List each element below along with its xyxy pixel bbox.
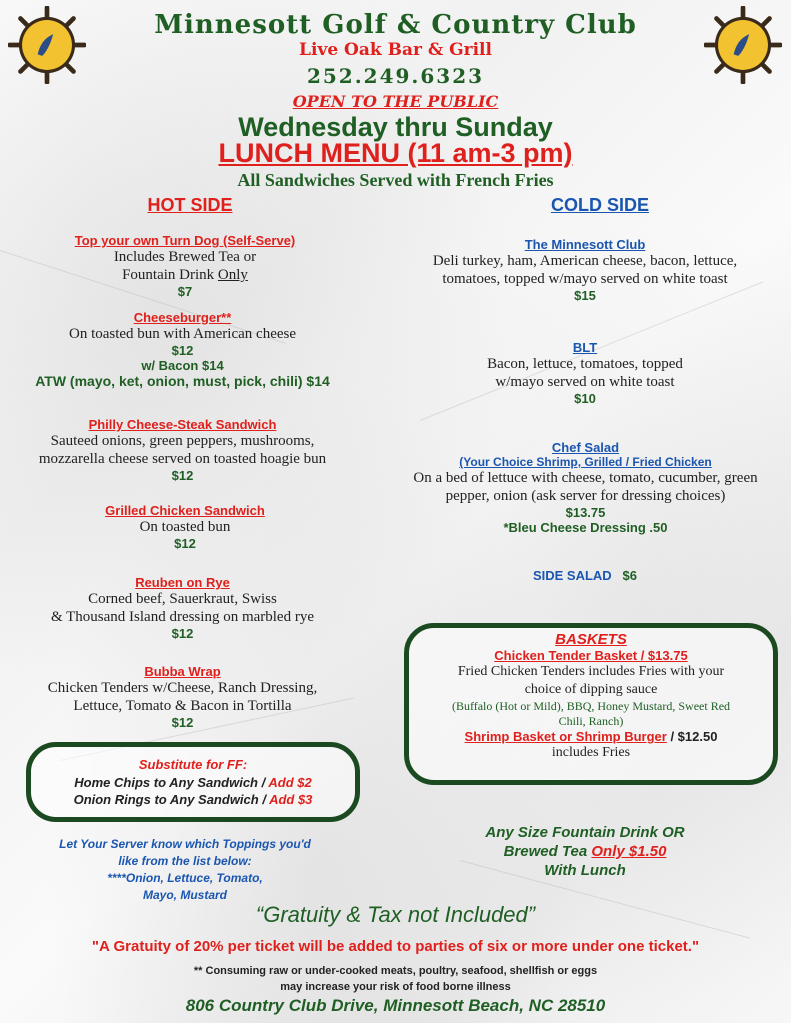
item-desc: Sauteed onions, green peppers, mushrooms, <box>50 433 315 449</box>
menu-item-reuben <box>0 575 365 641</box>
toppings-note: Let Your Server know which Toppings you'd like from the list below: ****Onion, Lettuce, Tomato, Mayo, Mustard <box>59 837 311 902</box>
bar-grill-title: Live Oak Bar & Grill <box>299 40 492 60</box>
item-desc: tomatoes, topped w/mayo served on white toast <box>442 271 728 287</box>
shrimp-basket: Shrimp Basket or Shrimp Burger / $12.50 <box>464 729 718 744</box>
substitute-chips: Home Chips to Any Sandwich / Add $2 <box>74 775 312 790</box>
item-name: Top your own Turn Dog (Self-Serve) <box>74 233 296 248</box>
item-price: $12 <box>171 343 194 358</box>
menu-item-blt <box>385 340 785 406</box>
item-desc: choice of dipping sauce <box>524 682 658 697</box>
item-price: $12 <box>171 626 194 641</box>
item-name: Grilled Chicken Sandwich <box>105 503 265 518</box>
item-name: Philly Cheese-Steak Sandwich <box>88 417 277 432</box>
item-price: $12 <box>171 468 194 483</box>
gratuity-notice: "A Gratuity of 20% per ticket will be added to parties of six or more under one ticket." <box>91 938 700 955</box>
drink-offer: Any Size Fountain Drink OR Brewed Tea Only $1.50 With Lunch <box>485 824 685 879</box>
item-desc: Fountain Drink Only <box>122 267 248 283</box>
item-name: Reuben on Rye <box>135 575 230 590</box>
bacon-price: w/ Bacon $14 <box>141 358 224 373</box>
item-price: $7 <box>177 284 193 299</box>
club-address: 806 Country Club Drive, Minnesott Beach, NC 28510 <box>185 996 606 1015</box>
item-desc: Fried Chicken Tenders includes Fries with your <box>457 664 725 679</box>
item-desc: Corned beef, Sauerkraut, Swiss <box>88 591 277 607</box>
substitute-box <box>26 742 360 822</box>
item-price: $12 <box>171 715 194 730</box>
item-desc: Deli turkey, ham, American cheese, bacon, lettuce, <box>432 253 738 269</box>
menu-item-minnesott-club <box>385 237 785 303</box>
gratuity-tax-note: “Gratuity & Tax not Included” <box>255 902 536 927</box>
days-open: Wednesday thru Sunday <box>238 112 553 142</box>
menu-item-bubba-wrap <box>0 664 365 730</box>
item-name: Cheeseburger** <box>133 310 232 325</box>
item-desc: mozzarella cheese served on toasted hoagie bun <box>38 451 327 467</box>
item-name: The Minnesott Club <box>524 237 646 252</box>
item-price: $13.75 <box>565 505 606 520</box>
menu-item-chef-salad <box>380 440 791 535</box>
item-name: Bubba Wrap <box>144 664 221 679</box>
item-desc: Chicken Tenders w/Cheese, Ranch Dressing, <box>47 680 318 696</box>
item-desc: Lettuce, Tomato & Bacon in Tortilla <box>73 698 292 714</box>
chef-salad-choice: (Your Choice Shrimp, Grilled / Fried Chicken <box>459 455 712 469</box>
atw-price: ATW (mayo, ket, onion, must, pick, chili) $14 <box>35 373 330 389</box>
item-desc: On toasted bun <box>139 519 231 535</box>
item-name: Chef Salad <box>551 440 620 455</box>
item-name: BLT <box>572 340 598 355</box>
item-desc: & Thousand Island dressing on marbled rye <box>50 609 314 625</box>
item-desc: pepper, onion (ask server for dressing choices) <box>445 488 726 504</box>
item-desc: includes Fries <box>551 745 631 760</box>
item-desc: Bacon, lettuce, tomatoes, topped <box>487 356 683 372</box>
dipping-sauces: Chili, Ranch) <box>558 714 624 728</box>
item-price: $15 <box>574 288 596 303</box>
item-price: $12 <box>174 536 196 551</box>
bleu-cheese-price: *Bleu Cheese Dressing .50 <box>503 520 668 535</box>
item-desc: On toasted bun with American cheese <box>68 326 296 342</box>
item-price: $10 <box>574 391 596 406</box>
side-salad: SIDE SALAD $6 <box>532 568 638 583</box>
item-desc: w/mayo served on white toast <box>495 374 675 390</box>
dipping-sauces: (Buffalo (Hot or Mild), BBQ, Honey Mustard, Sweet Red <box>451 699 731 713</box>
menu-item-grilled-chicken <box>15 503 355 551</box>
chicken-tender-basket: Chicken Tender Basket / $13.75 <box>494 648 688 663</box>
item-desc: Includes Brewed Tea or <box>113 249 257 265</box>
fries-note: All Sandwiches Served with French Fries <box>237 170 554 190</box>
lunch-menu-title: LUNCH MENU (11 am-3 pm) <box>218 138 573 168</box>
phone-number: 252.249.6323 <box>306 64 485 88</box>
substitute-title: Substitute for FF: <box>138 757 248 772</box>
baskets-title: BASKETS <box>555 631 627 648</box>
food-warning: ** Consuming raw or under-cooked meats, poultry, seafood, shellfish or eggs may increase your risk of food borne illness <box>193 965 598 993</box>
item-desc: On a bed of lettuce with cheese, tomato, cucumber, green <box>413 470 758 486</box>
menu-item-philly <box>0 417 365 483</box>
cold-side-header: COLD SIDE <box>550 195 649 215</box>
substitute-onion-rings: Onion Rings to Any Sandwich / Add $3 <box>73 792 313 807</box>
menu-item-cheeseburger <box>0 310 365 389</box>
hot-side-header: HOT SIDE <box>147 195 233 215</box>
baskets-box <box>404 623 778 785</box>
menu-item-turndog <box>15 233 355 299</box>
open-to-public: OPEN TO THE PUBLIC <box>292 92 499 111</box>
club-title: Minnesott Golf & Country Club <box>154 10 637 40</box>
